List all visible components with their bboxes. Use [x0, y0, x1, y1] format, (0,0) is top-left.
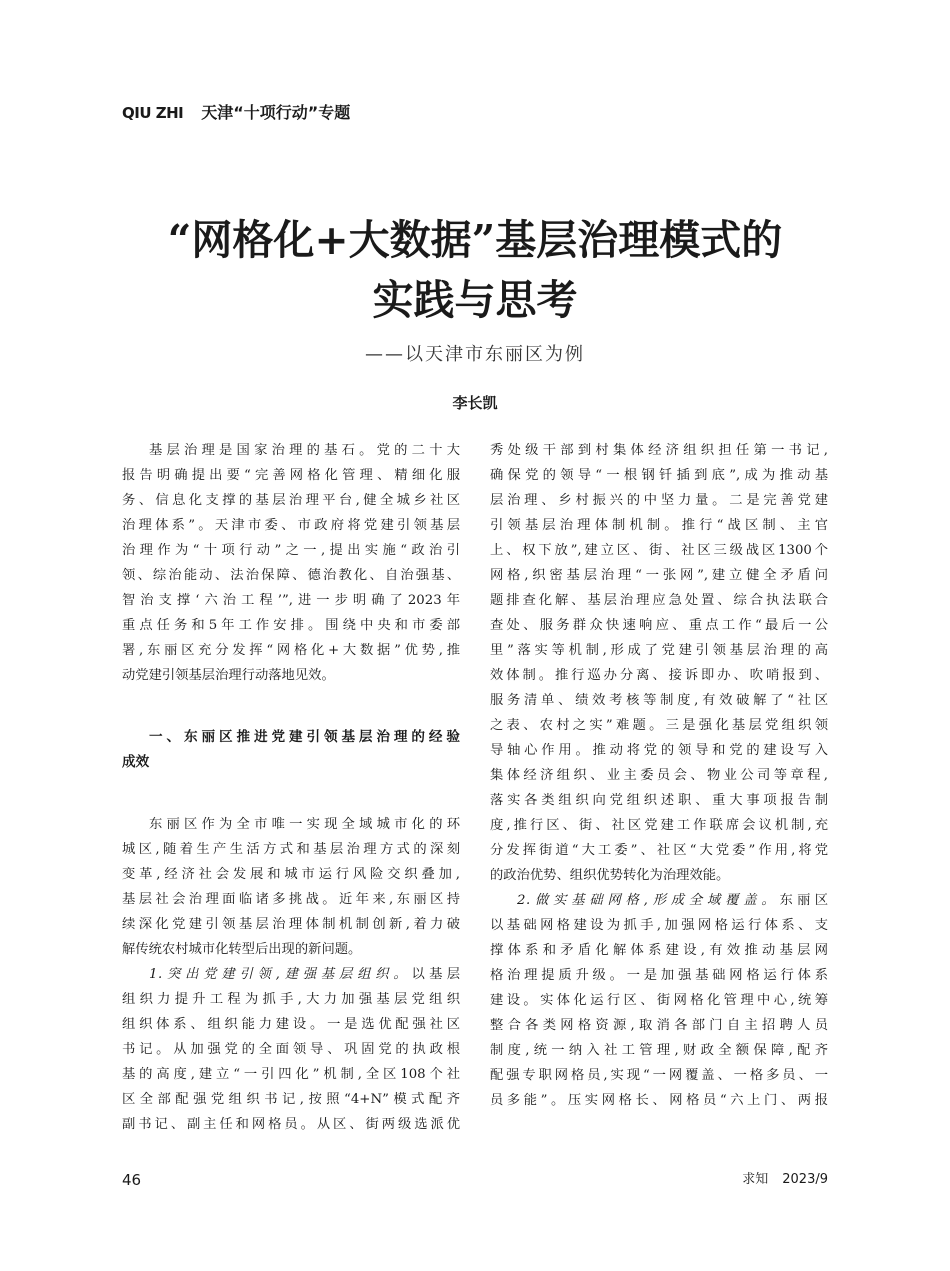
text-line: 动党建引领基层治理行动落地见效。: [122, 668, 335, 683]
text-line: 领、综治能动、法治保障、德治教化、自治强基、: [122, 568, 460, 583]
text-line: 治理体系”。天津市委、市政府将党建引领基层: [122, 518, 460, 533]
text-line: 度,推行区、街、社区党建工作联席会议机制,充: [490, 818, 828, 833]
text-line: 书记。从加强党的全面领导、巩固党的执政根: [122, 1042, 460, 1057]
article-title-line1: “网格化+大数据”基层治理模式的: [167, 216, 783, 264]
text-line: 基层社会治理面临诸多挑战。近年来,东丽区持: [122, 892, 460, 907]
right-column: [490, 438, 828, 1113]
running-header: [122, 100, 350, 124]
text-line: 署,东丽区充分发挥“网格化+大数据”优势,推: [122, 643, 460, 658]
text-line: 基的高度,建立“一引四化”机制,全区108个社: [122, 1067, 460, 1082]
text-line: 建设。实体化运行区、街网格化管理中心,统筹: [490, 993, 828, 1008]
text-line: 以基础网格建设为抓手,加强网格运行体系、支: [490, 918, 828, 933]
text-line: 撑体系和矛盾化解体系建设,有效推动基层网: [490, 943, 828, 958]
text-line: 务、信息化支撑的基层治理平台,健全城乡社区: [122, 493, 460, 508]
text-line: 报告明确提出要“完善网格化管理、精细化服: [122, 468, 460, 483]
text-line: 组织力提升工程为抓手,大力加强基层党组织: [122, 992, 460, 1007]
text-line: 变革,经济社会发展和城市运行风险交织叠加,: [122, 867, 460, 882]
text-line: 员多能”。压实网格长、网格员“六上门、两报: [490, 1093, 828, 1108]
text-line: 续深化党建引领基层治理体制机制创新,着力破: [122, 917, 460, 932]
body-paragraph: [490, 438, 828, 888]
text-line: 重点任务和5年工作安排。围绕中央和市委部: [122, 618, 460, 633]
text-line: 导轴心作用。推动将党的领导和党的建设写入: [490, 743, 828, 758]
text-line: 里”落实等机制,形成了党建引领基层治理的高: [490, 643, 828, 658]
text-line: 的政治优势、组织优势转化为治理效能。: [490, 868, 730, 883]
text-line: 基层治理是国家治理的基石。党的二十大: [149, 443, 460, 458]
text-line: 题排查化解、基层治理应急处置、综合执法联合: [490, 593, 828, 608]
text-line: 配强专职网格员,实现“一网覆盖、一格多员、一: [490, 1068, 828, 1083]
spacer: [122, 688, 460, 725]
text-line: 落实各类组织向党组织述职、重大事项报告制: [490, 793, 828, 808]
article-subtitle: ——以天津市东丽区为例: [365, 344, 585, 365]
text-line: 之表、农村之实”难题。三是强化基层党组织领: [490, 718, 828, 733]
text-line: 上、权下放”,建立区、街、社区三级战区1300个: [490, 543, 828, 558]
text-line: 分发挥街道“大工委”、社区“大党委”作用,将党: [490, 843, 828, 858]
text-line: 引领基层治理体制机制。推行“战区制、主官: [490, 518, 828, 533]
text-line: 确保党的领导“一根钢钎插到底”,成为推动基: [490, 468, 828, 483]
text-line: 服务清单、绩效考核等制度,有效破解了“社区: [490, 693, 828, 708]
text-line: 副书记、副主任和网格员。从区、街两级选派优: [122, 1117, 460, 1132]
text-line: 网格,织密基层治理“一张网”,建立健全矛盾问: [490, 568, 828, 583]
subsection-lead: 以基层: [411, 967, 460, 982]
heading-line: 一、东丽区推进党建引领基层治理的经验: [149, 729, 460, 745]
journal-brand: QIU ZHI: [122, 104, 184, 122]
journal-footer: [742, 1170, 828, 1190]
text-line: 解传统农村城市化转型后出现的新问题。: [122, 942, 362, 957]
subsection-lead: 东丽区: [779, 893, 828, 908]
left-column: [122, 438, 460, 1137]
text-line: [122, 962, 460, 987]
spacer: [122, 775, 460, 812]
text-line: 组织体系、组织能力建设。一是选优配强社区: [122, 1017, 460, 1032]
text-line: 集体经济组织、业主委员会、物业公司等章程,: [490, 768, 828, 783]
intro-paragraph: [122, 438, 460, 688]
subsection-title: 1.突出党建引领,建强基层组织。: [149, 967, 412, 982]
text-line: 效体制。推行巡办分离、接诉即办、吹哨报到、: [490, 668, 828, 683]
subsection-title: 2.做实基础网格,形成全域覆盖。: [517, 893, 780, 908]
article-author: 李长凯: [452, 394, 498, 412]
section-heading: [122, 725, 460, 775]
text-line: 治理作为“十项行动”之一,提出实施“政治引: [122, 543, 460, 558]
text-line: [490, 888, 828, 913]
text-line: 层治理、乡村振兴的中坚力量。二是完善党建: [490, 493, 828, 508]
text-line: 秀处级干部到村集体经济组织担任第一书记,: [490, 443, 828, 458]
text-line: 整合各类网格资源,取消各部门自主招聘人员: [490, 1018, 828, 1033]
body-paragraph: [122, 812, 460, 962]
text-line: 查处、服务群众快速响应、重点工作“最后一公: [490, 618, 828, 633]
journal-name: 求知: [742, 1172, 769, 1187]
text-line: 制度,统一纳入社工管理,财政全额保障,配齐: [490, 1043, 828, 1058]
page-number: 46: [122, 1171, 142, 1189]
text-line: 区全部配强党组织书记,按照“4+N”模式配齐: [122, 1092, 460, 1107]
heading-line: 成效: [122, 754, 150, 770]
subsection-paragraph: [122, 962, 460, 1137]
issue-number: 2023/9: [782, 1172, 828, 1187]
subsection-paragraph: [490, 888, 828, 1113]
text-line: 智治支撑‘六治工程’”,进一步明确了2023年: [122, 593, 460, 608]
text-line: 格治理提质升级。一是加强基础网格运行体系: [490, 968, 828, 983]
text-line: 东丽区作为全市唯一实现全域城市化的环: [149, 817, 460, 832]
section-label: 天津“十项行动”专题: [201, 103, 351, 122]
text-line: 城区,随着生产生活方式和基层治理方式的深刻: [122, 842, 460, 857]
article-title-line2: 实践与思考: [372, 276, 578, 324]
